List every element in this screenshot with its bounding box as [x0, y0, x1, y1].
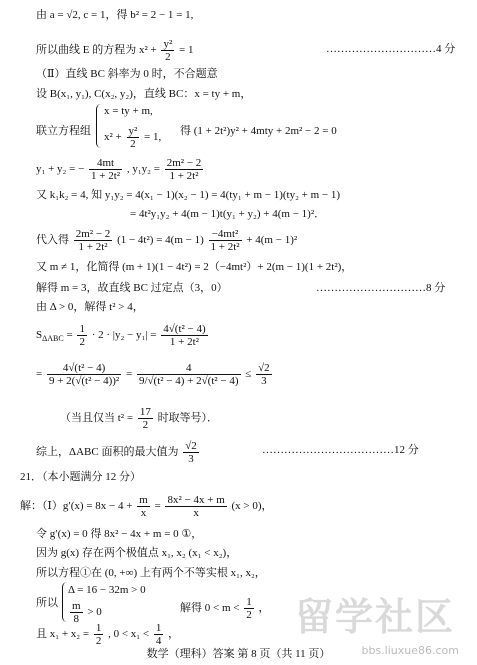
text: x² +	[104, 131, 122, 144]
fraction	[165, 157, 204, 182]
system-brace	[62, 582, 67, 622]
numerator: y²	[163, 38, 173, 50]
text: ≤	[245, 368, 252, 381]
line-system-label: 联立方程组	[36, 125, 91, 137]
line-conditions-label: 所以	[36, 597, 58, 609]
text: · 2 · |y₂ − y₁| =	[91, 329, 157, 342]
denominator: x	[140, 507, 147, 519]
numerator: 1	[155, 622, 162, 634]
numerator: 4√(t² − 4)	[163, 323, 206, 335]
line-simplify: 又 m ≠ 1，化简得 (m + 1)(1 − 4t²) = 2（−4mt²）+ 2(m − 1)(1 + 2t²)，	[36, 261, 353, 273]
text: , y₁y₂ =	[126, 163, 160, 176]
score-marker: …………………………4 分	[326, 43, 456, 55]
text: + 4(m − 1)²	[246, 234, 298, 247]
numerator: 8x² − 4x + m	[167, 494, 225, 506]
fraction	[244, 596, 254, 621]
line-delta: 由 Δ > 0，解得 t² > 4，	[36, 301, 144, 313]
fraction	[256, 362, 272, 387]
denominator: 2	[130, 138, 136, 150]
text: 综上，ΔABC 面积的最大值为	[36, 446, 179, 459]
line-quadratic: 得 (1 + 2t²)y² + 4mty + 2m² − 2 = 0	[180, 125, 337, 137]
numerator: 1	[95, 622, 102, 634]
text: (x > 0)，	[231, 500, 273, 513]
subscript: ΔABC	[42, 334, 64, 344]
line-expand: = 4t²y₁y₂ + 4(m − 1)t(y₁ + y₂) + 4(m − 1)²．	[130, 208, 326, 220]
system-brace	[96, 104, 101, 148]
watermark-url: bbs.liuxue86.com	[361, 644, 459, 657]
numerator: 4√(t² − 4)	[47, 362, 121, 375]
line-m-range	[180, 596, 269, 621]
fraction	[74, 228, 113, 253]
text: 代入得	[36, 234, 69, 247]
text: 且 x₁ + x₂ =	[36, 628, 90, 641]
denominator: 8	[73, 613, 80, 625]
text: 解：（Ⅰ）g′(x) = 8x − 4 +	[20, 500, 133, 513]
numerator: y²	[128, 125, 138, 137]
denominator: 4	[155, 635, 162, 647]
fraction	[183, 440, 199, 465]
text: > 0	[87, 606, 102, 619]
denominator: x	[193, 507, 199, 519]
numerator: 17	[139, 406, 151, 418]
numerator: 1	[246, 596, 252, 608]
fraction	[209, 228, 242, 253]
line-set-zero: 令 g′(x) = 0 得 8x² − 4x + m = 0 ①，	[36, 528, 203, 540]
text: =	[66, 329, 73, 342]
fraction	[161, 323, 207, 348]
fraction	[137, 494, 150, 519]
denominator: 9/√(t² − 4) + 2√(t² − 4)	[138, 375, 239, 387]
denominator: 1 + 2t²	[169, 170, 199, 182]
line-k1k2: 又 k₁k₂ = 4, 知 y₁y₂ = 4(x₁ − 1)(x₂ − 1) = 4(ty₁ + m − 1)(ty₂ + m − 1)	[36, 189, 341, 201]
text: 所以曲线 E 的方程为 x² +	[36, 44, 157, 57]
fraction	[127, 125, 140, 150]
text: =	[36, 368, 43, 381]
fraction	[161, 38, 174, 63]
line-derivative	[20, 494, 273, 519]
line-vieta	[36, 157, 205, 182]
denominator: 3	[261, 375, 267, 387]
line-area	[36, 323, 210, 348]
watermark-logo: 留学社区	[294, 595, 455, 639]
denominator: 2	[165, 51, 171, 63]
fraction	[47, 362, 121, 387]
text: 解得 0 < m <	[180, 602, 240, 615]
score-marker: ………………………………12 分	[262, 444, 419, 456]
numerator: 2m² − 2	[166, 157, 202, 169]
text: = 1	[179, 44, 194, 57]
fraction	[154, 622, 164, 647]
page-footer: 数学（理科）答案 第 8 页（共 11 页）	[146, 648, 331, 660]
text: (1 − 4t²) = 4(m − 1)	[117, 234, 204, 247]
text: = 1,	[144, 131, 162, 144]
line-fixed-point: 解得 m = 3，故直线 BC 过定点（3，0）	[36, 282, 228, 294]
score-marker: …………………………8 分	[316, 282, 446, 294]
text: 时取等号）．	[157, 412, 219, 425]
numerator: 1	[79, 323, 85, 335]
fraction	[165, 494, 226, 519]
text: , 0 < x₁ <	[108, 628, 150, 641]
line-root-sum	[36, 622, 179, 647]
text: =	[154, 500, 161, 513]
denominator: 2	[79, 336, 85, 348]
numerator: 4mt	[89, 157, 122, 170]
system-eq-1: x = ty + m,	[104, 105, 153, 117]
numerator: √2	[185, 440, 197, 452]
denominator: 9 + 2(√(t² − 4))²	[48, 375, 120, 387]
numerator: m	[72, 600, 81, 612]
line-curve-equation	[36, 38, 194, 63]
line-two-roots: 所以方程①在 (0, +∞) 上有两个不等实根 x₁, x₂，	[36, 567, 266, 579]
fraction	[138, 406, 153, 431]
denominator: 2	[142, 419, 149, 431]
text: （当且仅当 t² =	[60, 412, 134, 425]
line-set-points: 设 B(x₁, y₁), C(x₂, y₂)，直线 BC：x = ty + m，	[36, 88, 252, 100]
denominator: 3	[188, 453, 194, 465]
fraction	[137, 362, 241, 387]
numerator: m	[139, 494, 148, 506]
numerator: −4mt²	[209, 228, 242, 241]
denominator: 2	[246, 609, 252, 621]
line-equality-condition	[60, 406, 218, 431]
denominator: 2	[95, 635, 102, 647]
part-ii-heading: （Ⅱ）直线 BC 斜率为 0 时，不合题意	[36, 68, 218, 80]
numerator: √2	[258, 362, 270, 374]
system-eq-2	[104, 125, 161, 150]
fraction	[94, 622, 104, 647]
denominator: 1 + 2t²	[78, 241, 108, 253]
line-conclusion	[36, 440, 201, 465]
numerator: 4	[137, 362, 241, 375]
text: S	[36, 329, 43, 342]
line-extrema: 因为 g(x) 存在两个极值点 x₁, x₂ (x₁ < x₂)，	[36, 547, 238, 559]
line-b-value: 由 a = √2, c = 1，得 b² = 2 − 1 = 1,	[36, 9, 194, 21]
fraction	[77, 323, 87, 348]
denominator: 1 + 2t²	[169, 336, 199, 348]
denominator: 1 + 2t²	[91, 170, 121, 182]
line-substitute	[36, 228, 297, 253]
denominator: 1 + 2t²	[210, 241, 240, 253]
numerator: 2m² − 2	[75, 228, 111, 240]
problem-21-heading: 21．（本小题满分 12 分）	[20, 471, 141, 483]
text: ，	[258, 602, 270, 615]
condition-delta: Δ = 16 − 32m > 0	[68, 584, 146, 596]
fraction	[89, 157, 122, 182]
text: ，	[168, 628, 180, 641]
text: =	[125, 368, 133, 381]
text: y₁ + y₂ = −	[36, 163, 85, 176]
line-area-bound	[36, 362, 274, 387]
